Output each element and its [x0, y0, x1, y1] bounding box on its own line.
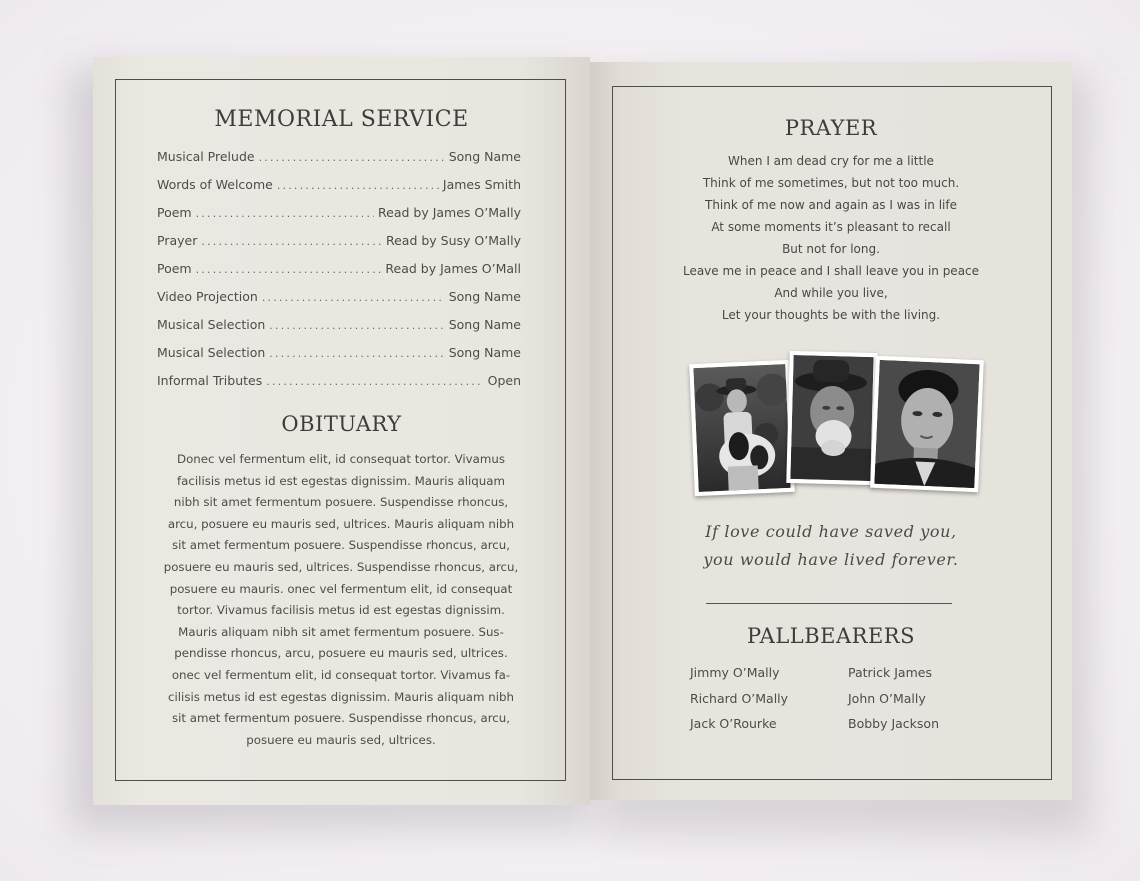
program-item-label: Informal Tributes [157, 373, 263, 388]
program-item-label: Poem [157, 261, 192, 276]
obituary-text [145, 449, 537, 751]
program-row [157, 261, 521, 289]
poem-line: When I am dead cry for me a little [728, 154, 934, 168]
pallbearer-name: Jack O’Rourke [690, 716, 777, 731]
poem-line: But not for long. [782, 242, 880, 256]
memorial-service-title: MEMORIAL SERVICE [214, 107, 469, 132]
obituary-line: onec vel fermentum elit, id consequat tortor. Vivamus fa- [171, 667, 511, 682]
poem-line: Let your thoughts be with the living. [721, 308, 941, 322]
poem-line: Leave me in peace and I shall leave you in peace [682, 264, 980, 278]
obituary-title: OBITUARY [281, 412, 402, 436]
dot-leader [262, 291, 445, 304]
obituary-line: sit amet fermentum posuere. Suspendisse rhoncus, arcu, [171, 711, 511, 726]
section-divider [706, 603, 952, 604]
obituary-line: arcu, posuere eu mauris sed, ultrices. Mauris aliquam nibh [167, 516, 515, 531]
pallbearer-name: Bobby Jackson [848, 716, 940, 731]
program-row [157, 205, 521, 233]
dot-leader [277, 179, 439, 192]
photo-image [693, 364, 790, 492]
program-item-value: Song Name [448, 345, 521, 360]
dot-leader [269, 347, 444, 360]
program-item-label: Musical Selection [157, 345, 266, 360]
obituary-line: posuere eu mauris sed, ultrices. [246, 732, 436, 747]
program-item-label: Video Projection [157, 289, 258, 304]
program-row [157, 289, 521, 317]
dot-leader [196, 207, 374, 220]
dot-leader [196, 263, 382, 276]
obituary-line: pendisse rhoncus, arcu, posuere eu mauris sed, ultrices. [174, 646, 508, 661]
program-item-value: James Smith [442, 177, 521, 192]
pallbearer-name: Richard O’Mally [690, 690, 789, 706]
poem-line: At some moments it’s pleasant to recall [711, 220, 951, 234]
program-item-value: Song Name [448, 317, 521, 332]
program-item-value: Open [487, 373, 521, 388]
pallbearer-name: Jimmy O’Mally [690, 665, 780, 680]
obituary-line: cilisis metus id est egestas dignissim. Mauris aliquam nibh [168, 689, 514, 704]
service-program [157, 149, 521, 401]
poem-line: Think of me now and again as I was in life [705, 198, 957, 212]
left-page [93, 57, 590, 805]
right-page [590, 62, 1072, 800]
photo-young-man [870, 356, 984, 493]
program-item-label: Poem [157, 205, 192, 220]
prayer-title: PRAYER [784, 116, 878, 140]
dot-leader [201, 235, 382, 248]
obituary-line: tortor. Vivamus facilisis metus id est egestas dignissim. [177, 603, 505, 618]
program-item-value: Song Name [448, 149, 521, 164]
program-item-label: Words of Welcome [157, 177, 273, 192]
quote-line: you would have lived forever. [703, 550, 959, 569]
program-item-value: Read by Susy O’Mally [385, 233, 521, 248]
poem-line: Think of me sometimes, but not too much. [702, 176, 960, 190]
program-item-label: Musical Prelude [157, 149, 255, 164]
program-item-value: Read by James O’Mally [378, 205, 521, 220]
quote-line: If love could have saved you, [705, 522, 957, 541]
photo-elderly-man [786, 351, 877, 485]
pallbearers-column-2 [848, 660, 939, 737]
obituary-line: posuere eu mauris. onec vel fermentum elit, id consequat [169, 581, 513, 596]
program-row [157, 345, 521, 373]
photo-collage [692, 352, 992, 502]
prayer-poem [590, 150, 1072, 326]
program-item-value: Read by James O’Mall [385, 261, 521, 276]
photo-image [790, 355, 873, 481]
program-row [157, 373, 521, 401]
program-item-label: Prayer [157, 233, 198, 248]
program-row [157, 149, 521, 177]
pallbearer-name: Patrick James [848, 665, 932, 680]
pallbearers-column-1 [690, 660, 788, 737]
poem-line: And while you live, [774, 286, 888, 300]
photo-image [874, 360, 979, 488]
program-row [157, 177, 521, 205]
obituary-line: nibh sit amet fermentum posuere. Suspendisse rhoncus, [173, 495, 509, 510]
obituary-line: Donec vel fermentum elit, id consequat tortor. Vivamus [177, 452, 505, 466]
program-row [157, 317, 521, 345]
obituary-line: posuere eu mauris sed, ultrices. Suspendisse rhoncus, arcu, [163, 559, 519, 574]
pallbearers-title: PALLBEARERS [746, 624, 916, 648]
program-row [157, 233, 521, 261]
photo-boy-with-dog [689, 360, 795, 496]
memorial-quote [590, 518, 1072, 574]
dot-leader [269, 319, 444, 332]
obituary-line: facilisis metus id est egestas dignissim. Mauris aliquam [177, 473, 505, 488]
obituary-line: sit amet fermentum posuere. Suspendisse rhoncus, arcu, [171, 538, 511, 553]
program-item-label: Musical Selection [157, 317, 266, 332]
dot-leader [266, 375, 483, 388]
obituary-line: Mauris aliquam nibh sit amet fermentum posuere. Sus- [178, 624, 504, 639]
dot-leader [259, 151, 445, 164]
program-item-value: Song Name [448, 289, 521, 304]
pallbearer-name: John O’Mally [848, 690, 926, 706]
